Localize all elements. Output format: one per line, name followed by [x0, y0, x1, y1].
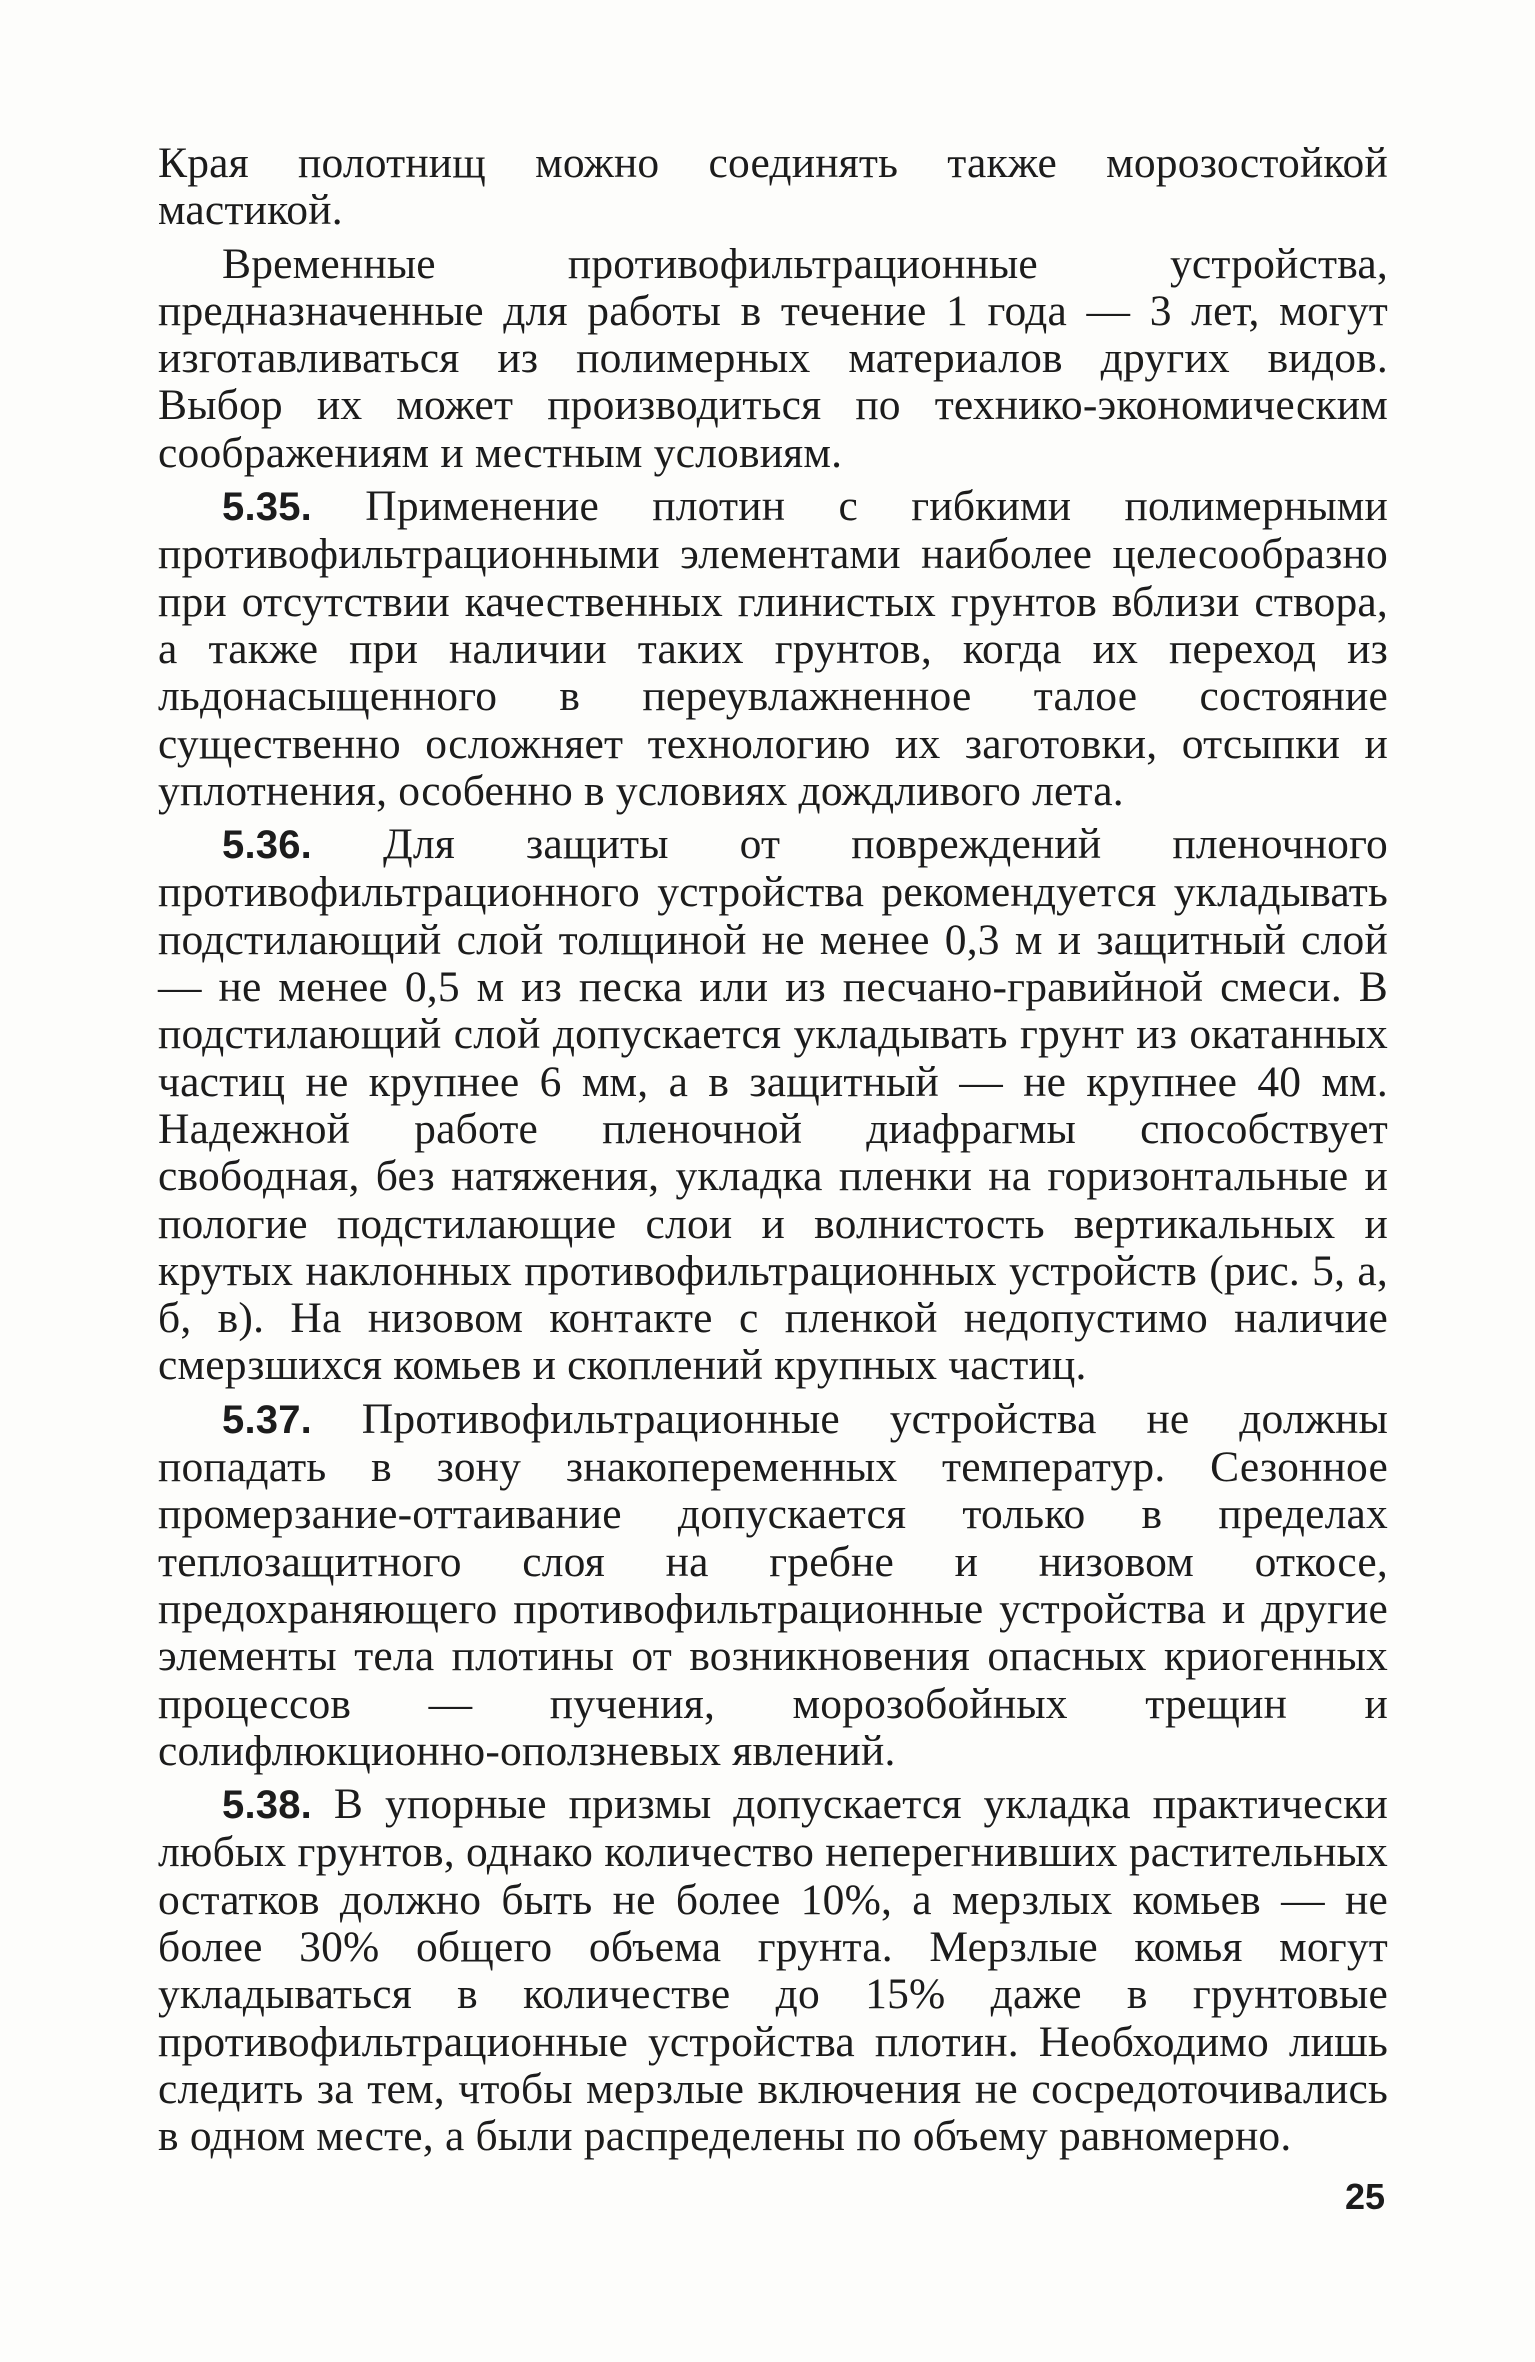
section-5-38	[158, 1781, 1388, 2160]
paragraph-text: Края полотнищ можно соединять также морозостойкой мастикой.	[158, 139, 1388, 235]
section-5-36	[158, 821, 1388, 1390]
section-5-37	[158, 1396, 1388, 1775]
section-number: 5.38.	[222, 1783, 312, 1828]
paragraph-text: Для защиты от повреждений пленочного противофильтрационного устройства рекомендуется укладывать подстилающий слой толщиной не менее 0,3 м и защитный слой — не менее 0,5 м из песка или из песчано-гравийной смеси. В подстилающий слой допускается укладывать грунт из окатанных частиц не крупнее 6 мм, а в защитный — не крупнее 40 мм. Надежной работе пленочной диафрагмы способствует свободная, без натяжения, укладка пленки на горизонтальные и пологие подстилающие слои и волнистость вертикальных и крутых наклонных противофильтрационных устройств (рис. 5, а, б, в). На низовом контакте с пленкой недопустимо наличие смерзшихся комьев и скоплений крупных частиц.	[158, 820, 1388, 1390]
page-number: 25	[1345, 2176, 1386, 2217]
body-text	[158, 140, 1388, 2166]
section-number: 5.36.	[222, 823, 312, 868]
paragraph-text: Противофильтрационные устройства не должны попадать в зону знакопеременных температур. Сезонное промерзание-оттаивание допускается только в пределах теплозащитного слоя на гребне и низовом откосе, предохраняющего противофильтрационные устройства и другие элементы тела плотины от возникновения опасных криогенных процессов — пучения, морозобойных трещин и солифлюкционно-оползневых явлений.	[158, 1394, 1388, 1775]
section-number: 5.37.	[222, 1397, 312, 1442]
paragraph-temporary-devices	[158, 241, 1388, 477]
section-5-35	[158, 483, 1388, 815]
paragraph-mastic	[158, 140, 1388, 235]
paragraph-text: Применение плотин с гибкими полимерными противофильтрационными элементами наиболее целесообразно при отсутствии качественных глинистых грунтов вблизи створа, а также при наличии таких грунтов, когда их переход из льдонасыщенного в переувлажненное талое состояние существенно осложняет технологию их заготовки, отсыпки и уплотнения, особенно в условиях дождливого лета.	[158, 482, 1388, 815]
section-number: 5.35.	[222, 485, 312, 530]
paragraph-text: В упорные призмы допускается укладка практически любых грунтов, однако количество неперегнивших растительных остатков должно быть не более 10%, а мерзлых комьев — не более 30% общего объема грунта. Мерзлые комья могут укладываться в количестве до 15% даже в грунтовые противофильтрационные устройства плотин. Необходимо лишь следить за тем, чтобы мерзлые включения не сосредоточивались в одном месте, а были распределены по объему равномерно.	[158, 1780, 1388, 2161]
paragraph-text: Временные противофильтрационные устройства, предназначенные для работы в течение 1 года — 3 лет, могут изготавливаться из полимерных материалов других видов. Выбор их может производиться по технико-экономическим соображениям и местным условиям.	[158, 239, 1388, 477]
